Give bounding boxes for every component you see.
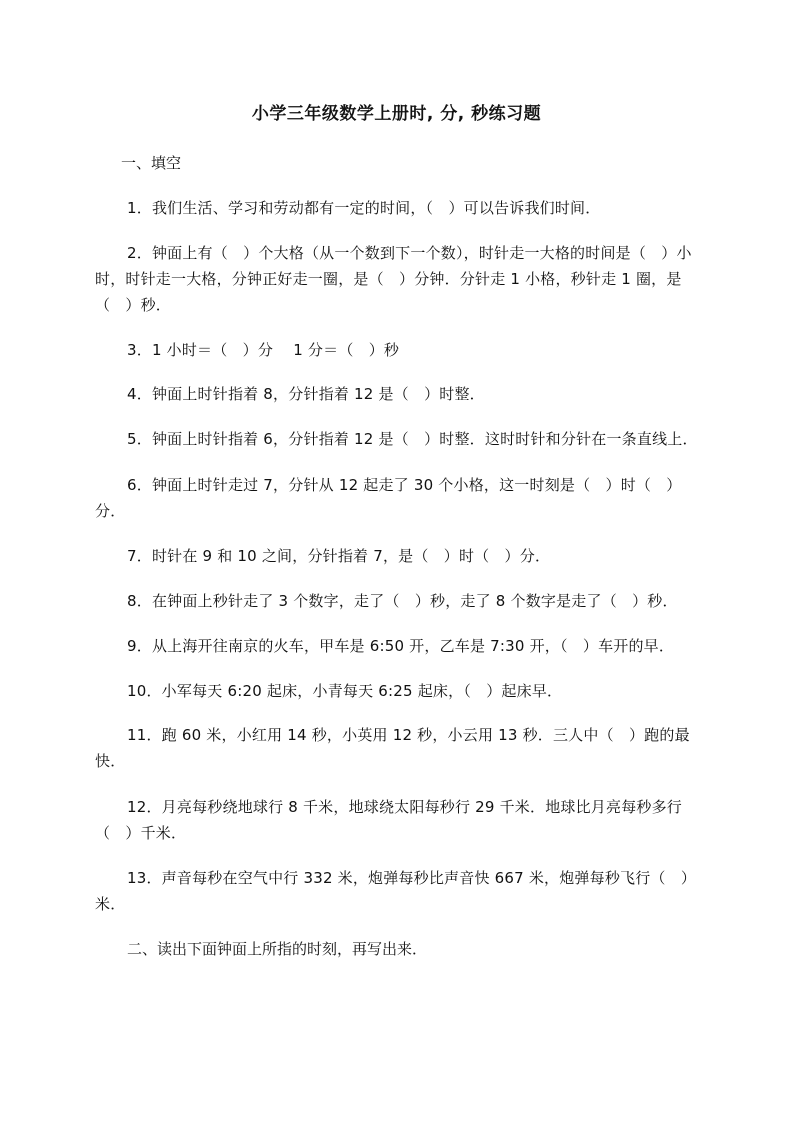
- page-title: 小学三年级数学上册时, 分, 秒练习题: [251, 104, 542, 124]
- question-7: 7．时针在 9 和 10 之间，分针指着 7，是（ ）时（ ）分．: [127, 547, 551, 565]
- question-3: 3．1 小时＝（ ）分 1 分＝（ ）秒: [127, 341, 400, 359]
- question-4: 4．钟面上时针指着 8，分针指着 12 是（ ）时整．: [127, 385, 485, 403]
- question-9: 9．从上海开往南京的火车，甲车是 6:50 开，乙车是 7:30 开，（ ）车开的早．: [127, 637, 675, 655]
- question-5: 5．钟面上时针指着 6，分针指着 12 是（ ）时整．这时时针和分针在一条直线上．: [127, 430, 698, 448]
- question-13: 13．声音每秒在空气中行 332 米，炮弹每秒比声音快 667 米，炮弹每秒飞行（ ）米．: [95, 869, 697, 913]
- section-heading-fill-blank: 一、填空: [121, 154, 182, 172]
- question-10: 10．小军每天 6:20 起床，小青每天 6:25 起床，（ ）起床早．: [127, 682, 563, 700]
- question-11: 11．跑 60 米，小红用 14 秒，小英用 12 秒，小云用 13 秒．三人中（ ）跑的最快．: [95, 726, 690, 770]
- question-6: 6．钟面上时针走过 7，分针从 12 起走了 30 个小格，这一时刻是（ ）时（ ）分．: [95, 476, 682, 520]
- question-1: 1．我们生活、学习和劳动都有一定的时间，（ ）可以告诉我们时间．: [127, 199, 601, 217]
- section-heading-read-clock: 二、读出下面钟面上所指的时刻，再写出来．: [127, 940, 428, 958]
- question-2: 2．钟面上有（ ）个大格（从一个数到下一个数），时针走一大格的时间是（ ）小时，时针走一大格，分钟正好走一圈，是（ ）分钟．分针走 1 小格，秒针走 1 圈，是（ ）秒．: [95, 244, 692, 314]
- question-8: 8．在钟面上秒针走了 3 个数字，走了（ ）秒，走了 8 个数字是走了（ ）秒．: [127, 592, 678, 610]
- question-12: 12．月亮每秒绕地球行 8 千米，地球绕太阳每秒行 29 千米．地球比月亮每秒多行（ ）千米．: [95, 798, 682, 842]
